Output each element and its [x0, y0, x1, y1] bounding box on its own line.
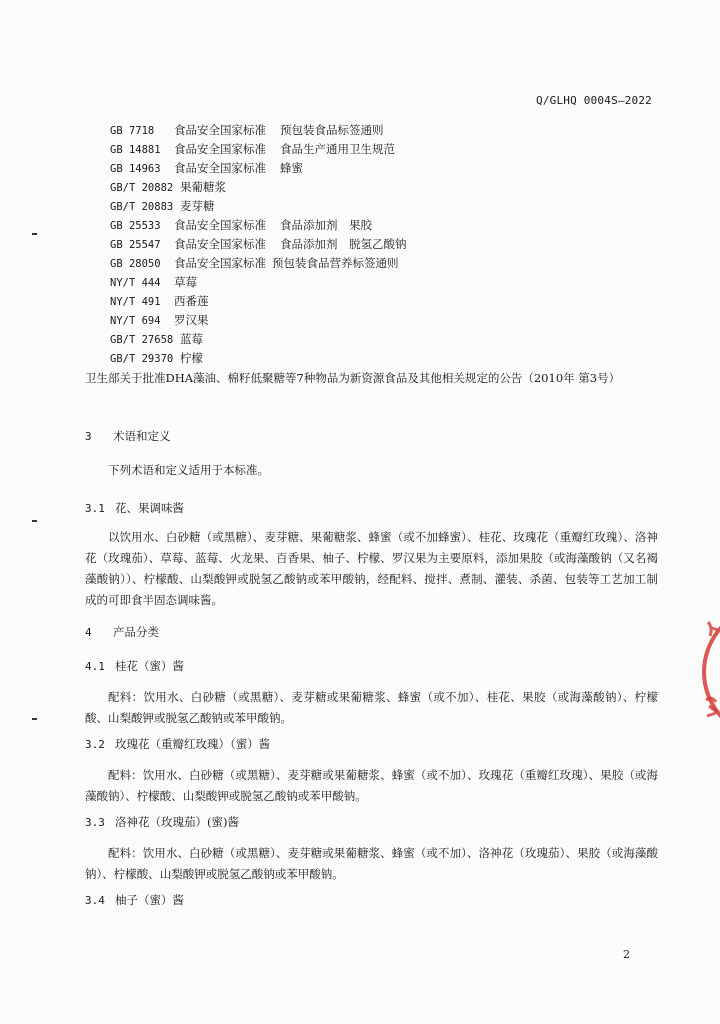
section-title: 术语和定义: [113, 429, 171, 443]
reference-item: [110, 256, 399, 271]
reference-item: [110, 161, 303, 176]
section-number: 3.1: [85, 502, 105, 515]
section-number: 4: [85, 626, 92, 639]
scan-mark: [32, 718, 37, 720]
reference-title: 食品安全国家标准: [174, 123, 266, 137]
section-title: 花、果调味酱: [115, 501, 184, 515]
section-3-3-paragraph: 配料：饮用水、白砂糖（或黑糖）、麦芽糖或果葡糖浆、蜂蜜（或不加）、洛神花（玫瑰茄）、果胶（或海藻酸钠）、柠檬酸、山梨酸钾或脱氢乙酸钠或苯甲酸钠。: [85, 846, 658, 881]
reference-title: 食品安全国家标准: [174, 237, 266, 251]
section-4-1-paragraph: 配料：饮用水、白砂糖（或黑糖）、麦芽糖或果葡糖浆、蜂蜜（或不加）、桂花、果胶（或海藻酸钠）、柠檬酸、山梨酸钾或脱氢乙酸钠或苯甲酸钠。: [85, 690, 658, 725]
section-4-1-heading: [85, 658, 184, 674]
seal-ring: [704, 606, 720, 738]
section-3-3-heading: [85, 814, 239, 830]
section-number: 3.3: [85, 816, 105, 829]
section-3-heading: [85, 428, 171, 444]
reference-code: GB 28050: [110, 258, 161, 270]
scan-mark: [32, 233, 37, 235]
reference-item: [110, 218, 372, 233]
reference-title: 罗汉果: [174, 313, 209, 327]
reference-code: GB/T 29370: [110, 353, 174, 365]
section-3-1-paragraph: 以饮用水、白砂糖（或黑糖）、麦芽糖、果葡糖浆、蜂蜜（或不加蜂蜜）、桂花、玫瑰花（重瓣红玫瑰）、洛神花（玫瑰茄）、草莓、蓝莓、火龙果、百香果、柚子、柠檬、罗汉果为主要原料，添加果胶（或海藻酸钠（又名褐藻酸钠））、柠檬酸、山梨酸钾或脱氢乙酸钠或苯甲酸钠，经配料、搅拌、煮制、灌装、杀菌、包装等工艺加工制成的可即食半固态调味酱。: [85, 530, 658, 607]
reference-subtitle: 食品添加剂 脱氢乙酸钠: [280, 237, 407, 251]
section-number: 3.4: [85, 894, 105, 907]
reference-subtitle: 预包装食品标签通则: [280, 123, 384, 137]
section-title: 桂花（蜜）酱: [115, 659, 184, 673]
reference-code: GB 14963: [110, 163, 161, 175]
reference-title: 西番莲: [174, 294, 209, 308]
page-number: 2: [623, 948, 630, 961]
reference-subtitle: 预包装食品营养标签通则: [272, 256, 399, 270]
reference-title: 果葡糖浆: [180, 180, 226, 194]
reference-subtitle: 食品添加剂 果胶: [280, 218, 372, 232]
reference-subtitle: 食品生产通用卫生规范: [280, 142, 395, 156]
section-title: 玫瑰花（重瓣红玫瑰）（蜜）酱: [115, 737, 271, 751]
reference-title: 食品安全国家标准: [174, 218, 266, 232]
reference-code: GB/T 20882: [110, 182, 174, 194]
page-code: Q/GLHQ 0004S—2022: [536, 94, 652, 107]
section-3-intro: 下列术语和定义适用于本标准。: [108, 463, 269, 477]
reference-item: [110, 180, 240, 195]
section-title: 柚子（蜜）酱: [115, 893, 184, 907]
reference-code: NY/T 694: [110, 315, 161, 327]
section-3-2-paragraph: 配料：饮用水、白砂糖（或黑糖）、麦芽糖或果葡糖浆、蜂蜜（或不加）、玫瑰花（重瓣红玫瑰）、果胶（或海藻酸钠）、柠檬酸、山梨酸钾或脱氢乙酸钠或苯甲酸钠。: [85, 768, 658, 803]
section-3-4-heading: [85, 892, 184, 908]
reference-code: GB 7718: [110, 125, 155, 137]
reference-item: [110, 294, 223, 309]
reference-code: GB/T 20883: [110, 201, 174, 213]
reference-code: NY/T 444: [110, 277, 161, 289]
section-number: 4.1: [85, 660, 105, 673]
reference-title: 麦芽糖: [180, 199, 215, 213]
reference-title: 食品安全国家标准: [174, 256, 266, 270]
reference-code: GB 14881: [110, 144, 161, 156]
reference-item: [110, 351, 217, 366]
company-seal-fragment: [700, 592, 720, 752]
reference-subtitle: 蜂蜜: [280, 161, 303, 175]
reference-title: 食品安全国家标准: [174, 161, 266, 175]
scan-mark: [32, 520, 37, 522]
section-title: 产品分类: [113, 625, 159, 639]
reference-item: [110, 332, 217, 347]
reference-title: 食品安全国家标准: [174, 142, 266, 156]
reference-code: GB 25547: [110, 239, 161, 251]
section-number: 3.2: [85, 738, 105, 751]
reference-code: NY/T 491: [110, 296, 161, 308]
section-4-heading: [85, 624, 159, 640]
reference-item: [110, 313, 223, 328]
reference-item: [110, 123, 384, 138]
reference-item: [110, 199, 229, 214]
announcement-reference: 卫生部关于批准DHA藻油、棉籽低聚糖等7种物品为新资源食品及其他相关规定的公告（2010年 第3号）: [85, 371, 621, 385]
section-3-1-heading: [85, 500, 184, 516]
reference-code: GB 25533: [110, 220, 161, 232]
reference-code: GB/T 27658: [110, 334, 174, 346]
section-title: 洛神花（玫瑰茄）(蜜)酱: [115, 815, 239, 829]
reference-title: 柠檬: [180, 351, 203, 365]
reference-item: [110, 237, 407, 252]
reference-title: 蓝莓: [180, 332, 203, 346]
reference-item: [110, 275, 211, 290]
reference-title: 草莓: [174, 275, 197, 289]
section-number: 3: [85, 430, 92, 443]
reference-item: [110, 142, 395, 157]
section-3-2-heading: [85, 736, 270, 752]
